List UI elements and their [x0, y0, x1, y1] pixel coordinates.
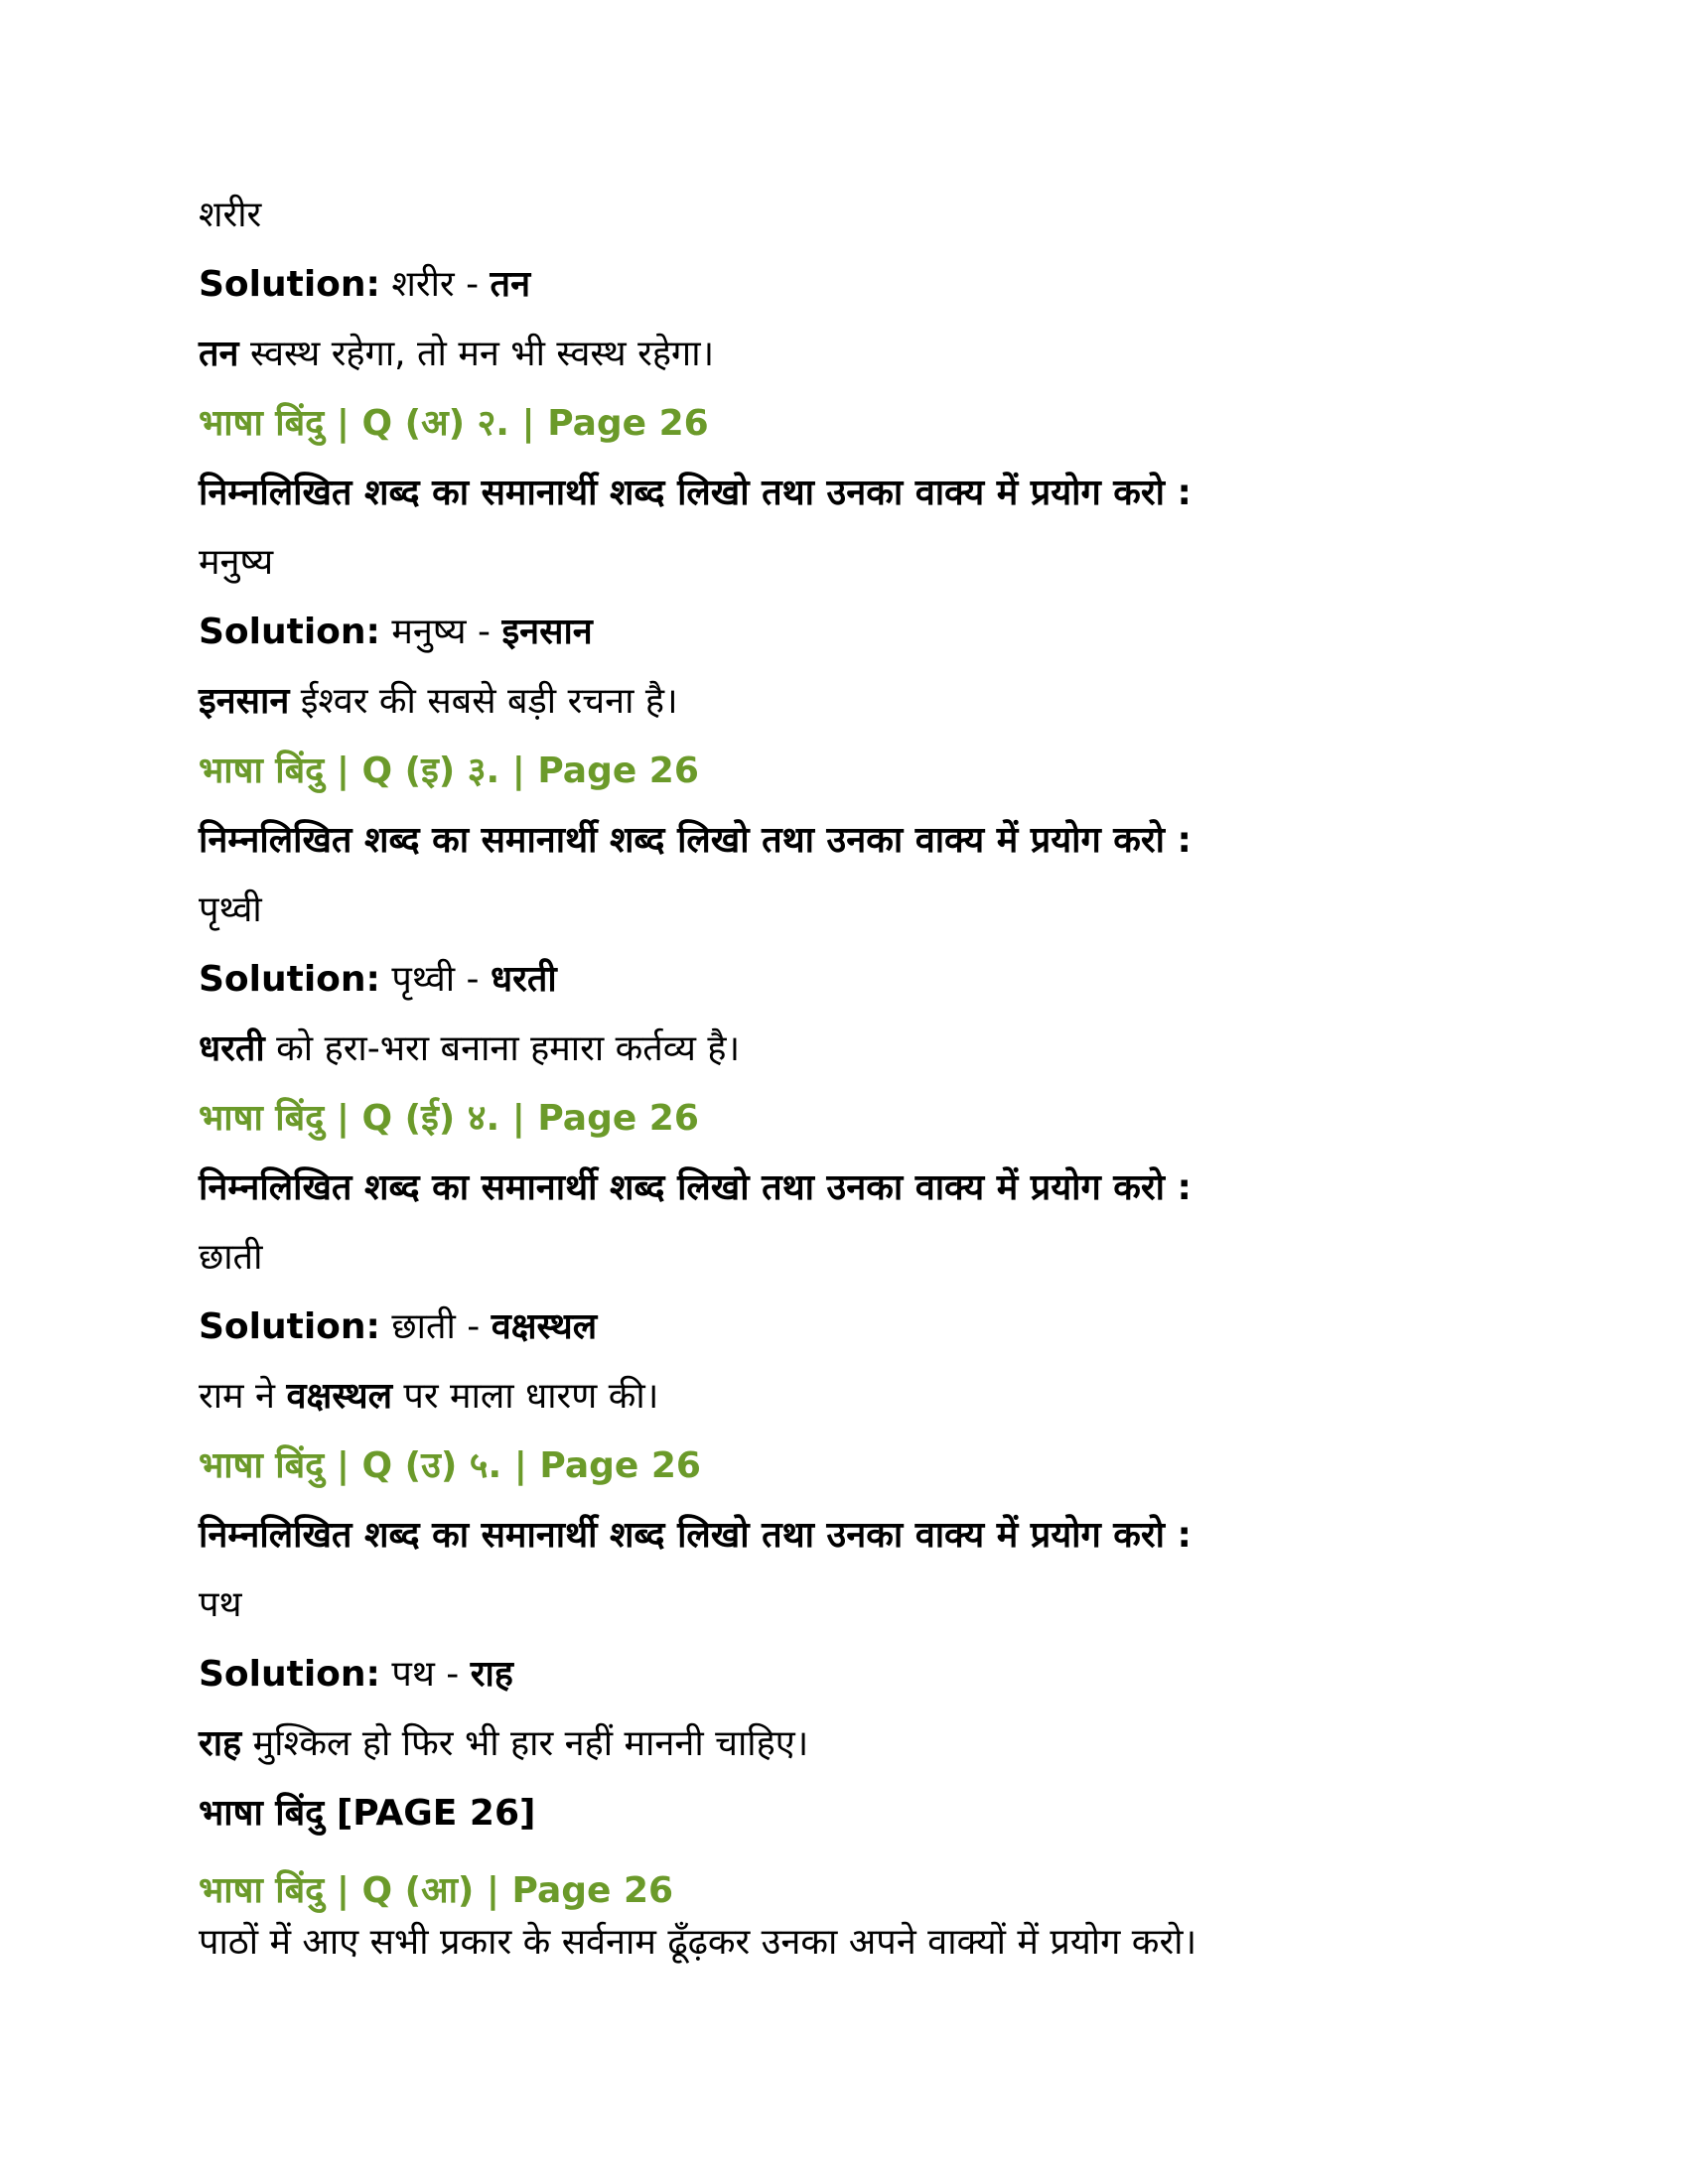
- sentence-answer: राह: [199, 1723, 242, 1764]
- question-word: [199, 1580, 1589, 1630]
- sentence-answer: इनसान: [199, 681, 290, 722]
- sentence-rest: पर माला धारण की।: [391, 1376, 659, 1417]
- solution-line: [199, 1302, 1589, 1352]
- sentence-rest: ईश्वर की सबसे बड़ी रचना है।: [289, 681, 678, 722]
- solution-line: [199, 608, 1589, 657]
- question-heading: भाषा बिंदु | Q (आ) | Page 26: [199, 1870, 674, 1911]
- question-word: [199, 191, 1589, 240]
- solution-dash: -: [434, 1654, 471, 1695]
- example-sentence: [199, 1024, 1589, 1074]
- word-text: पथ: [199, 1584, 242, 1625]
- solution-answer: राह: [470, 1654, 513, 1695]
- solution-word: मनुष्य: [391, 612, 467, 652]
- solution-word: पृथ्वी: [391, 959, 456, 1000]
- solution-word: शरीर: [391, 264, 455, 305]
- solution-label: Solution:: [199, 959, 380, 1000]
- solution-dash: -: [455, 959, 491, 1000]
- question-text: निम्नलिखित शब्द का समानार्थी शब्द लिखो तथा उनका वाक्य में प्रयोग करो :: [199, 1515, 1192, 1556]
- question-text: पाठों में आए सभी प्रकार के सर्वनाम ढूँढ़कर उनका अपने वाक्यों में प्रयोग करो।: [199, 1922, 1197, 1963]
- question-word: [199, 538, 1589, 588]
- word-text: मनुष्य: [199, 542, 274, 583]
- solution-label: Solution:: [199, 1306, 380, 1347]
- question-heading: भाषा बिंदु | Q (ई) ४. | Page 26: [199, 1098, 699, 1139]
- sentence-prefix: राम ने: [199, 1376, 287, 1417]
- section-title: भाषा बिंदु [PAGE 26]: [199, 1793, 536, 1834]
- document-page: [199, 191, 1589, 1987]
- question-heading: भाषा बिंदु | Q (इ) ३. | Page 26: [199, 751, 699, 791]
- solution-line: [199, 1650, 1589, 1700]
- solution-answer: तन: [490, 264, 531, 305]
- question-word: [199, 1233, 1589, 1283]
- solution-word: पथ: [391, 1654, 435, 1695]
- solution-answer: धरती: [490, 959, 557, 1000]
- solution-answer: इनसान: [501, 612, 593, 652]
- solution-dash: -: [455, 1306, 492, 1347]
- question-text: निम्नलिखित शब्द का समानार्थी शब्द लिखो तथा उनका वाक्य में प्रयोग करो :: [199, 1167, 1192, 1208]
- word-text: शरीर: [199, 195, 262, 235]
- solution-line: [199, 955, 1589, 1005]
- question-heading: भाषा बिंदु | Q (उ) ५. | Page 26: [199, 1445, 701, 1486]
- example-sentence: [199, 1372, 1589, 1422]
- solution-dash: -: [454, 264, 491, 305]
- solution-word: छाती: [391, 1306, 456, 1347]
- question-word: [199, 886, 1589, 935]
- solution-label: Solution:: [199, 264, 380, 305]
- sentence-answer: वक्षस्थल: [286, 1376, 392, 1417]
- solution-answer: वक्षस्थल: [491, 1306, 598, 1347]
- example-sentence: [199, 677, 1589, 727]
- word-text: छाती: [199, 1237, 263, 1278]
- question-text: निम्नलिखित शब्द का समानार्थी शब्द लिखो तथा उनका वाक्य में प्रयोग करो :: [199, 473, 1192, 513]
- example-sentence: [199, 1719, 1589, 1769]
- solution-dash: -: [466, 612, 502, 652]
- example-sentence: [199, 330, 1589, 379]
- sentence-rest: स्वस्थ रहेगा, तो मन भी स्वस्थ रहेगा।: [238, 334, 715, 374]
- word-text: पृथ्वी: [199, 889, 262, 930]
- sentence-answer: धरती: [199, 1028, 265, 1069]
- question-heading: भाषा बिंदु | Q (अ) २. | Page 26: [199, 403, 709, 444]
- sentence-answer: तन: [199, 334, 239, 374]
- solution-label: Solution:: [199, 1654, 380, 1695]
- solution-label: Solution:: [199, 612, 380, 652]
- sentence-rest: को हरा-भरा बनाना हमारा कर्तव्य है।: [264, 1028, 741, 1069]
- sentence-rest: मुश्किल हो फिर भी हार नहीं माननी चाहिए।: [241, 1723, 809, 1764]
- solution-line: [199, 260, 1589, 310]
- question-text: निम्नलिखित शब्द का समानार्थी शब्द लिखो तथा उनका वाक्य में प्रयोग करो :: [199, 820, 1192, 861]
